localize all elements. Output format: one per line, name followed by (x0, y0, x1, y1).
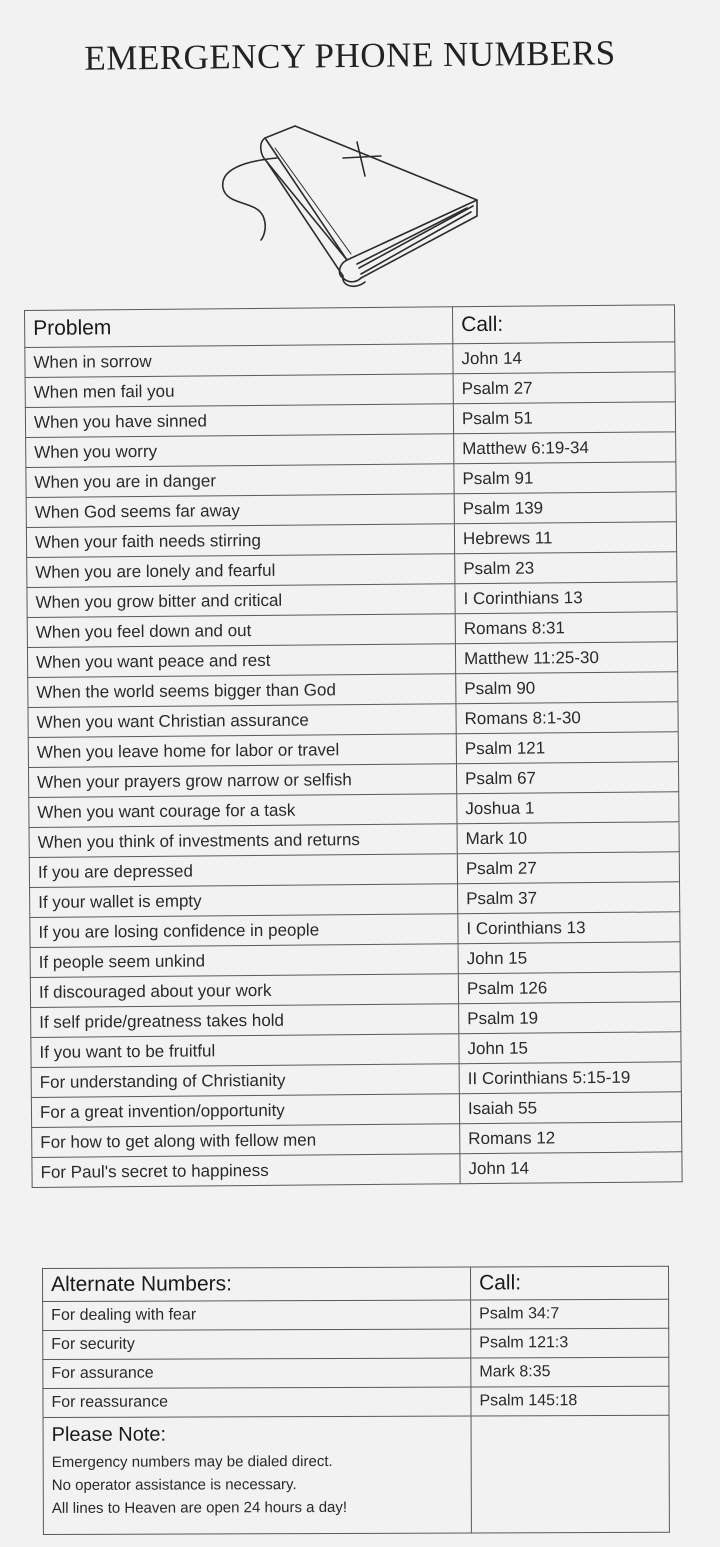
problem-cell: If people seem unkind (30, 944, 458, 978)
problem-cell: When you have sinned (25, 404, 453, 438)
call-cell: John 15 (459, 1032, 681, 1064)
call-cell: Psalm 34:7 (471, 1299, 669, 1329)
problem-cell: If you are depressed (29, 854, 457, 888)
table-header-row (25, 305, 675, 348)
table-row (43, 1386, 669, 1417)
call-cell: John 15 (458, 942, 680, 974)
problem-cell: When the world seems bigger than God (28, 674, 456, 708)
call-cell: II Corinthians 5:15-19 (459, 1062, 681, 1094)
note-row (43, 1415, 669, 1534)
call-cell: Romans 8:31 (455, 612, 677, 644)
call-cell: Psalm 37 (458, 882, 680, 914)
note-empty-cell (471, 1415, 669, 1533)
call-cell: Psalm 19 (459, 1002, 681, 1034)
call-cell: Joshua 1 (457, 792, 679, 824)
call-cell: Psalm 139 (454, 492, 676, 524)
problem-cell: For a great invention/opportunity (31, 1094, 459, 1128)
call-cell: Psalm 67 (456, 762, 678, 794)
call-cell: I Corinthians 13 (458, 912, 680, 944)
page-title: EMERGENCY PHONE NUMBERS (84, 33, 616, 78)
call-cell: Hebrews 11 (454, 522, 676, 554)
note-line: All lines to Heaven are open 24 hours a day! (51, 1498, 348, 1517)
problem-cell: When God seems far away (26, 494, 454, 528)
problem-cell: When your prayers grow narrow or selfish (28, 764, 456, 798)
problem-cell: If your wallet is empty (30, 884, 458, 918)
call-cell: Psalm 145:18 (471, 1386, 669, 1416)
problem-cell: When men fail you (25, 374, 453, 408)
call-cell: Psalm 51 (453, 402, 675, 434)
table-row (43, 1328, 669, 1359)
note-line: Emergency numbers may be dialed direct. (51, 1452, 333, 1471)
problem-cell: If you want to be fruitful (31, 1034, 459, 1068)
problem-column-header: Problem (25, 307, 453, 348)
call-cell: Psalm 121:3 (471, 1328, 669, 1358)
call-cell: Isaiah 55 (459, 1092, 681, 1124)
problem-cell: When you grow bitter and critical (27, 584, 455, 618)
problem-cell: For dealing with fear (43, 1300, 471, 1330)
problem-cell: When your faith needs stirring (26, 524, 454, 558)
alternate-numbers-table (42, 1266, 670, 1535)
problem-cell: When you think of investments and returns (29, 824, 457, 858)
problem-cell: When you want courage for a task (29, 794, 457, 828)
call-cell: Psalm 121 (456, 732, 678, 764)
problem-cell: If you are losing confidence in people (30, 914, 458, 948)
table-row (43, 1299, 669, 1330)
alt-table-header-row (43, 1266, 669, 1301)
call-cell: Psalm 91 (454, 462, 676, 494)
problem-cell: For Paul's secret to happiness (32, 1154, 460, 1188)
problem-cell: For security (43, 1329, 471, 1359)
bible-icon (215, 108, 485, 298)
alternate-numbers-header: Alternate Numbers: (43, 1267, 471, 1301)
call-column-header: Call: (452, 305, 674, 344)
problem-cell: When you want peace and rest (27, 644, 455, 678)
table-row (32, 1152, 682, 1188)
call-cell: Romans 12 (460, 1122, 682, 1154)
note-line: No operator assistance is necessary. (51, 1476, 297, 1494)
call-cell: John 14 (453, 342, 675, 374)
note-title: Please Note: (51, 1423, 167, 1446)
problem-cell: When you want Christian assurance (28, 704, 456, 738)
call-cell: Psalm 23 (455, 552, 677, 584)
call-cell: Romans 8:1-30 (456, 702, 678, 734)
call-cell: I Corinthians 13 (455, 582, 677, 614)
problem-cell: For assurance (43, 1358, 471, 1388)
call-cell: Psalm 27 (457, 852, 679, 884)
problem-cell: If discouraged about your work (30, 974, 458, 1008)
alt-call-column-header: Call: (470, 1266, 668, 1300)
problem-cell: If self pride/greatness takes hold (31, 1004, 459, 1038)
problem-cell: When in sorrow (25, 344, 453, 378)
note-cell (43, 1416, 471, 1534)
problem-cell: When you are in danger (26, 464, 454, 498)
problem-cell: For understanding of Christianity (31, 1064, 459, 1098)
call-cell: Mark 10 (457, 822, 679, 854)
call-cell: Psalm 126 (458, 972, 680, 1004)
problem-cell: When you feel down and out (27, 614, 455, 648)
table-row (43, 1357, 669, 1388)
problem-cell: When you are lonely and fearful (27, 554, 455, 588)
call-cell: Mark 8:35 (471, 1357, 669, 1387)
call-cell: Matthew 11:25-30 (455, 642, 677, 674)
problem-cell: When you worry (26, 434, 454, 468)
problem-cell: When you leave home for labor or travel (28, 734, 456, 768)
emergency-numbers-table (24, 304, 683, 1188)
problem-cell: For reassurance (43, 1387, 471, 1417)
call-cell: Psalm 90 (456, 672, 678, 704)
call-cell: John 14 (460, 1152, 682, 1184)
problem-cell: For how to get along with fellow men (32, 1124, 460, 1158)
call-cell: Psalm 27 (453, 372, 675, 404)
call-cell: Matthew 6:19-34 (454, 432, 676, 464)
